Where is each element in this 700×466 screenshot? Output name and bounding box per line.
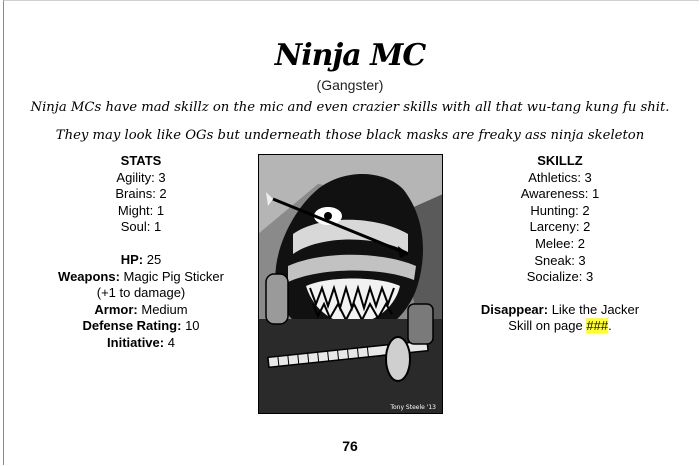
stat-weapons-note: (+1 to damage)	[96, 285, 186, 301]
skill-athletics: Athletics: 3	[528, 169, 592, 185]
stat-soul: Soul: 1	[120, 219, 162, 235]
page-number: 76	[342, 438, 358, 454]
stat-initiative: Initiative: 4	[107, 334, 175, 350]
stat-armor: Armor: Medium	[94, 301, 188, 317]
skill-awareness: Awareness: 1	[520, 186, 600, 202]
stat-defense: Defense Rating: 10	[82, 318, 200, 334]
stat-might: Might: 1	[117, 202, 165, 218]
disappear-ability: Disappear: Like the Jacker	[480, 301, 640, 317]
skill-larceny: Larceny: 2	[529, 219, 591, 235]
illustration-signature: Tony Steele '13	[390, 404, 436, 411]
stat-weapons: Weapons: Magic Pig Sticker	[58, 268, 224, 284]
page-title: Ninja MC	[274, 38, 426, 73]
stats-heading: STATS	[120, 153, 162, 168]
skillz-column	[460, 153, 660, 335]
stat-brains: Brains: 2	[115, 186, 167, 202]
page-reference: ###	[586, 318, 609, 334]
skill-hunting: Hunting: 2	[530, 202, 590, 218]
skill-socialize: Socialize: 3	[526, 269, 594, 285]
page-subtitle: (Gangster)	[316, 77, 384, 93]
stat-agility: Agility: 3	[116, 169, 166, 185]
stat-hp: HP: 25	[120, 251, 162, 267]
disappear-ability-line2: Skill on page ###.	[508, 318, 612, 334]
description: Ninja MCs have mad skillz on the mic and even crazier skills with all that wu-tang kung fu shit. They may look like OGs but underneath those black masks are freaky ass ninja skeleton	[30, 100, 670, 143]
ninja-illustration	[258, 154, 443, 414]
skill-melee: Melee: 2	[535, 235, 585, 251]
stats-column	[30, 153, 252, 352]
skillz-heading: SKILLZ	[537, 153, 583, 168]
skill-sneak: Sneak: 3	[534, 252, 586, 268]
